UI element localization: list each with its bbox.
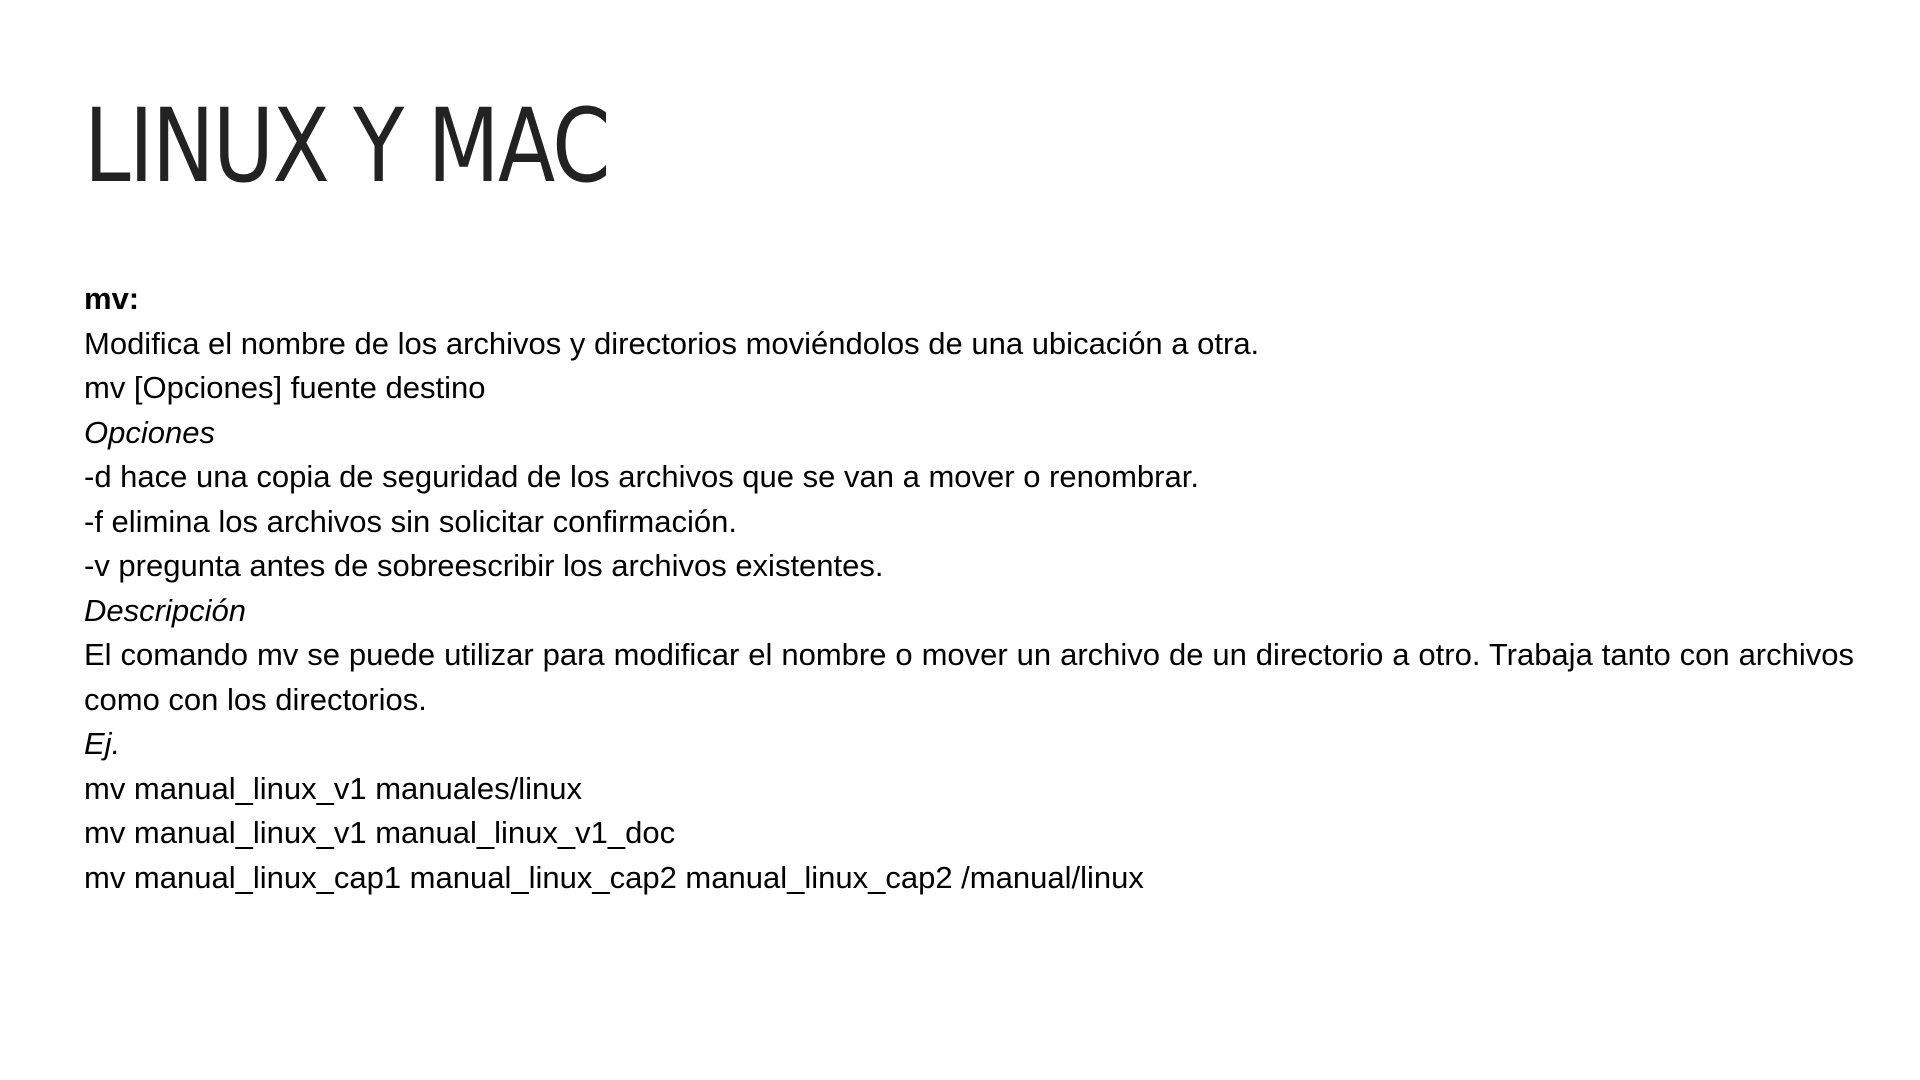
example-heading: Ej.: [84, 726, 121, 761]
example-line-1: mv manual_linux_v1 manuales/linux: [84, 770, 582, 806]
options-heading: Opciones: [84, 414, 215, 450]
description-paragraph: El comando mv se puede utilizar para modificar el nombre o mover un archivo de un directorio a otro. Trabaja tanto con archivos como con los directorios.: [84, 637, 1854, 717]
slide-content: [84, 277, 1854, 900]
example-line-3: mv manual_linux_cap1 manual_linux_cap2 manual_linux_cap2 /manual/linux: [84, 859, 1144, 895]
command-heading: mv:: [84, 281, 140, 316]
example-line-2: mv manual_linux_v1 manual_linux_v1_doc: [84, 815, 676, 850]
description-heading: Descripción: [84, 592, 246, 628]
slide-title: LINUX Y MAC: [84, 87, 609, 206]
option-f: -f elimina los archivos sin solicitar confirmación.: [84, 503, 737, 539]
option-d: -d hace una copia de seguridad de los archivos que se van a mover o renombrar.: [84, 459, 1199, 494]
command-description: Modifica el nombre de los archivos y directorios moviéndolos de una ubicación a otra.: [84, 325, 1260, 361]
command-syntax: mv [Opciones] fuente destino: [84, 370, 486, 405]
option-v: -v pregunta antes de sobreescribir los archivos existentes.: [84, 548, 884, 583]
